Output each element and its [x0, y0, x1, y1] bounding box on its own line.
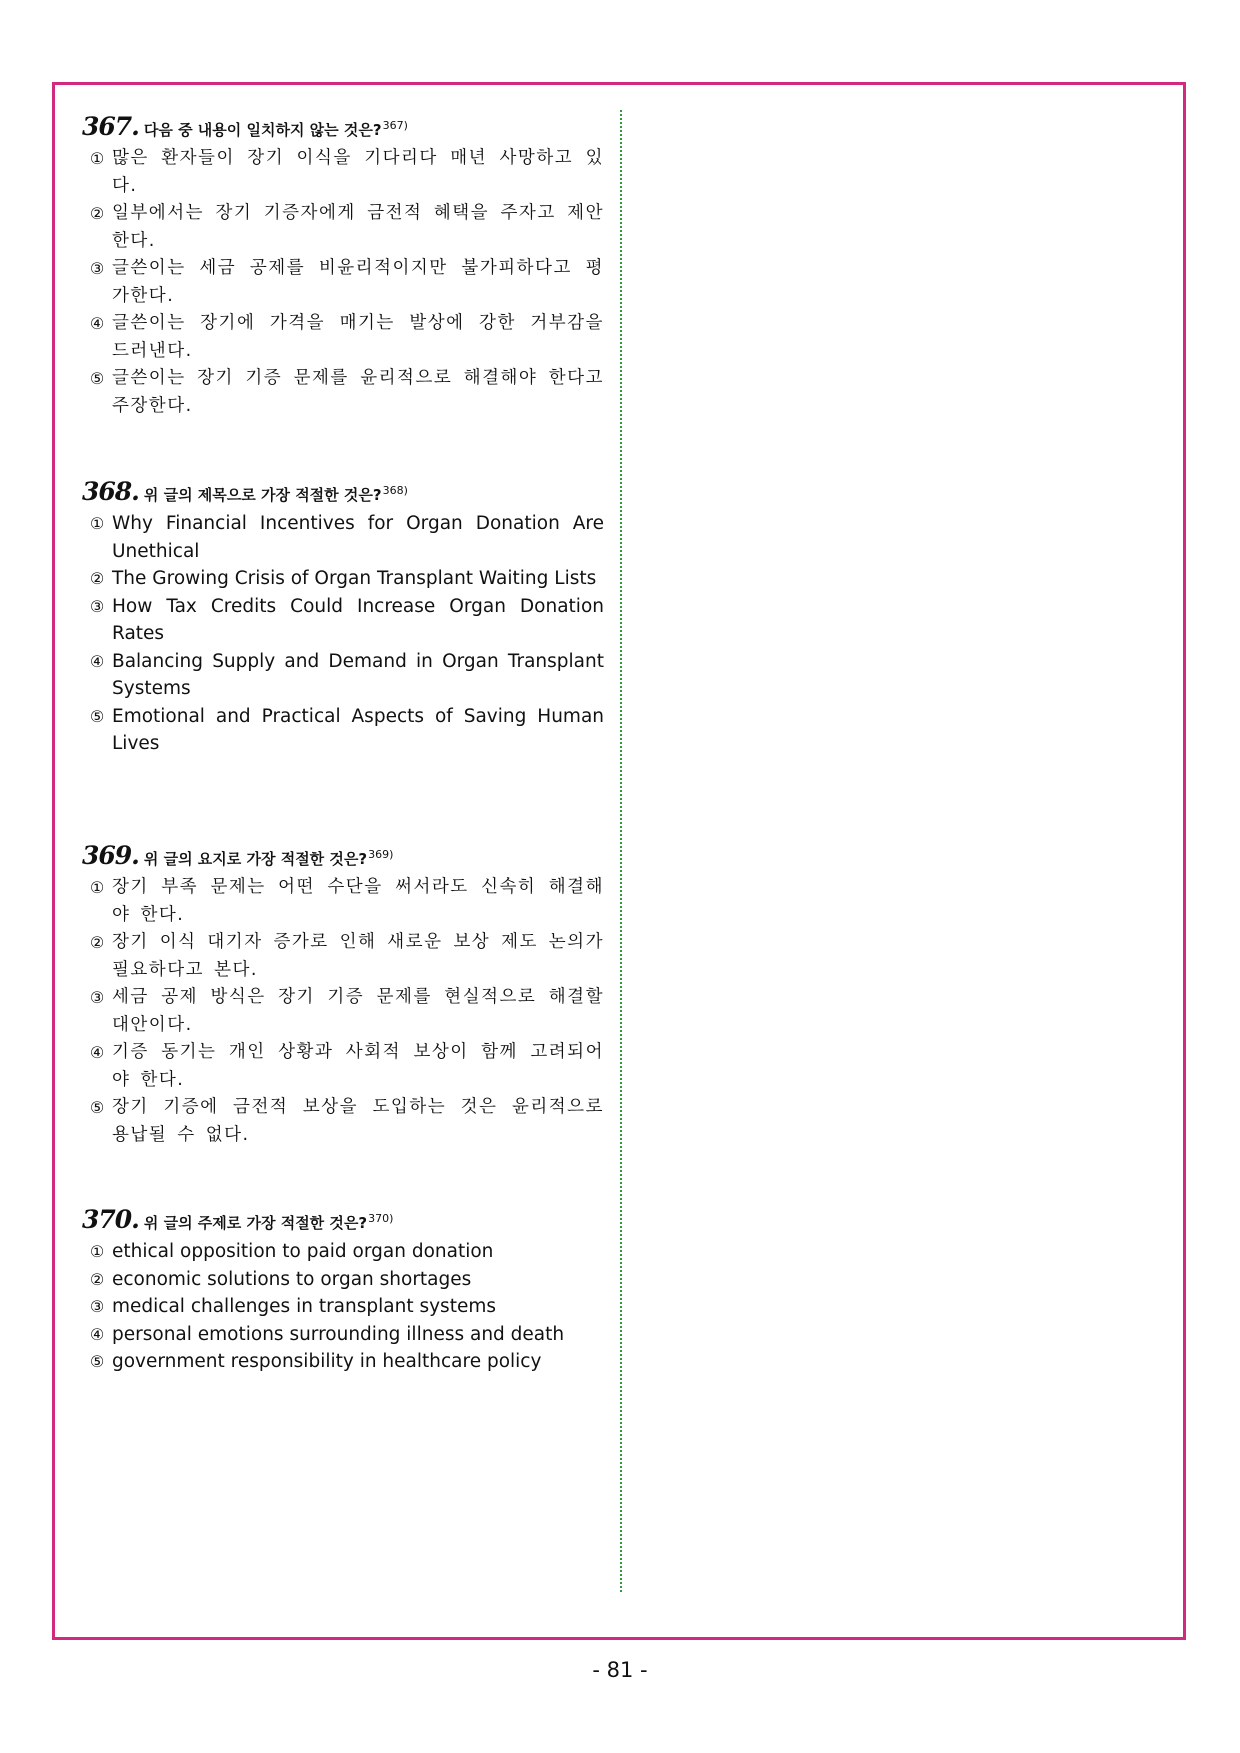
footnote-ref: 370) [368, 1212, 394, 1225]
question-370 [82, 1205, 604, 1376]
option-number: ⑤ [89, 1098, 105, 1117]
answer-option[interactable] [82, 648, 604, 703]
option-text: Why Financial Incentives for Organ Donation Are Unethical [112, 513, 604, 562]
answer-option[interactable] [82, 1293, 604, 1321]
answer-option[interactable] [82, 255, 604, 310]
question-368 [82, 477, 604, 758]
answer-option[interactable] [82, 310, 604, 365]
answer-options [82, 145, 604, 420]
option-text: 장기 기증에 금전적 보상을 도입하는 것은 윤리적으로 용납될 수 없다. [112, 1097, 604, 1145]
question-header [82, 841, 604, 870]
answer-option[interactable] [82, 984, 604, 1039]
option-text: 많은 환자들이 장기 이식을 기다리다 매년 사망하고 있다. [112, 148, 604, 196]
footnote-ref: 368) [382, 484, 408, 497]
answer-option[interactable] [82, 1094, 604, 1149]
option-text: 장기 이식 대기자 증가로 인해 새로운 보상 제도 논의가 필요하다고 본다. [112, 932, 604, 980]
option-number: ③ [89, 988, 105, 1007]
answer-option[interactable] [82, 1039, 604, 1094]
option-text: 세금 공제 방식은 장기 기증 문제를 현실적으로 해결할 대안이다. [112, 987, 604, 1035]
option-text: The Growing Crisis of Organ Transplant Waiting Lists [112, 568, 597, 589]
option-number: ⑤ [89, 1352, 105, 1371]
option-text: government responsibility in healthcare policy [112, 1351, 542, 1372]
option-text: 글쓴이는 장기에 가격을 매기는 발상에 강한 거부감을 드러낸다. [112, 313, 604, 361]
option-text: Emotional and Practical Aspects of Saving Human Lives [112, 705, 604, 754]
option-number: ④ [89, 314, 105, 333]
question-prompt: 위 글의 제목으로 가장 적절한 것은?$^{368)}$ [143, 484, 408, 504]
question-number: 369. [82, 841, 139, 870]
option-number: ② [89, 569, 105, 588]
answer-option[interactable] [82, 565, 604, 593]
option-text: 기증 동기는 개인 상황과 사회적 보상이 함께 고려되어야 한다. [112, 1042, 604, 1090]
answer-option[interactable] [82, 1266, 604, 1294]
option-number: ③ [89, 1297, 105, 1316]
answer-option[interactable] [82, 593, 604, 648]
option-number: ⑤ [89, 706, 105, 726]
option-text: How Tax Credits Could Increase Organ Donation Rates [112, 595, 604, 644]
answer-options [82, 1238, 604, 1376]
option-text: ethical opposition to paid organ donation [112, 1241, 494, 1262]
answer-option[interactable] [82, 1348, 604, 1376]
option-number: ① [89, 514, 105, 533]
answer-option[interactable] [82, 145, 604, 200]
option-number: ① [89, 1242, 105, 1261]
answer-option[interactable] [82, 874, 604, 929]
option-text: Balancing Supply and Demand in Organ Transplant Systems [112, 650, 604, 699]
option-text: medical challenges in transplant systems [112, 1296, 496, 1317]
question-prompt: 위 글의 주제로 가장 적절한 것은?$^{370)}$ [143, 1212, 394, 1232]
option-number: ④ [89, 1324, 105, 1344]
answer-option[interactable] [82, 703, 604, 758]
question-prompt: 다음 중 내용이 일치하지 않는 것은?$^{367)}$ [143, 119, 408, 139]
option-text: 장기 부족 문제는 어떤 수단을 써서라도 신속히 해결해야 한다. [112, 877, 604, 925]
option-text: 글쓴이는 세금 공제를 비윤리적이지만 불가피하다고 평가한다. [112, 258, 604, 306]
option-number: ④ [89, 1043, 105, 1062]
option-text: 글쓴이는 장기 기증 문제를 윤리적으로 해결해야 한다고 주장한다. [112, 368, 604, 416]
option-number: ① [89, 149, 105, 168]
option-number: ② [89, 1269, 105, 1289]
option-text: economic solutions to organ shortages [112, 1268, 472, 1290]
option-number: ④ [89, 651, 105, 671]
answer-option[interactable] [82, 365, 604, 420]
answer-options [82, 874, 604, 1149]
answer-option[interactable] [82, 929, 604, 984]
question-number: 368. [82, 477, 139, 506]
answer-options [82, 510, 604, 758]
question-369 [82, 841, 604, 1149]
option-number: ① [89, 878, 105, 897]
answer-option[interactable] [82, 200, 604, 255]
question-prompt: 위 글의 요지로 가장 적절한 것은?$^{369)}$ [143, 848, 394, 868]
option-text: personal emotions surrounding illness and death [112, 1323, 565, 1345]
answer-option[interactable] [82, 1321, 604, 1349]
question-header [82, 112, 604, 141]
option-text: 일부에서는 장기 기증자에게 금전적 혜택을 주자고 제안한다. [112, 203, 604, 251]
option-number: ③ [89, 596, 105, 616]
question-number: 367. [82, 112, 139, 141]
option-number: ③ [89, 259, 105, 278]
answer-option[interactable] [82, 1238, 604, 1266]
option-number: ② [89, 204, 105, 223]
option-number: ② [89, 933, 105, 952]
option-number: ⑤ [89, 369, 105, 388]
answer-option[interactable] [82, 510, 604, 565]
column-divider [620, 110, 622, 1592]
page-number: - 81 - [592, 1658, 648, 1682]
question-header [82, 1205, 604, 1234]
question-367 [82, 112, 604, 420]
question-header [82, 477, 604, 506]
question-number: 370. [82, 1205, 139, 1234]
footnote-ref: 369) [368, 848, 394, 861]
footnote-ref: 367) [382, 119, 408, 132]
